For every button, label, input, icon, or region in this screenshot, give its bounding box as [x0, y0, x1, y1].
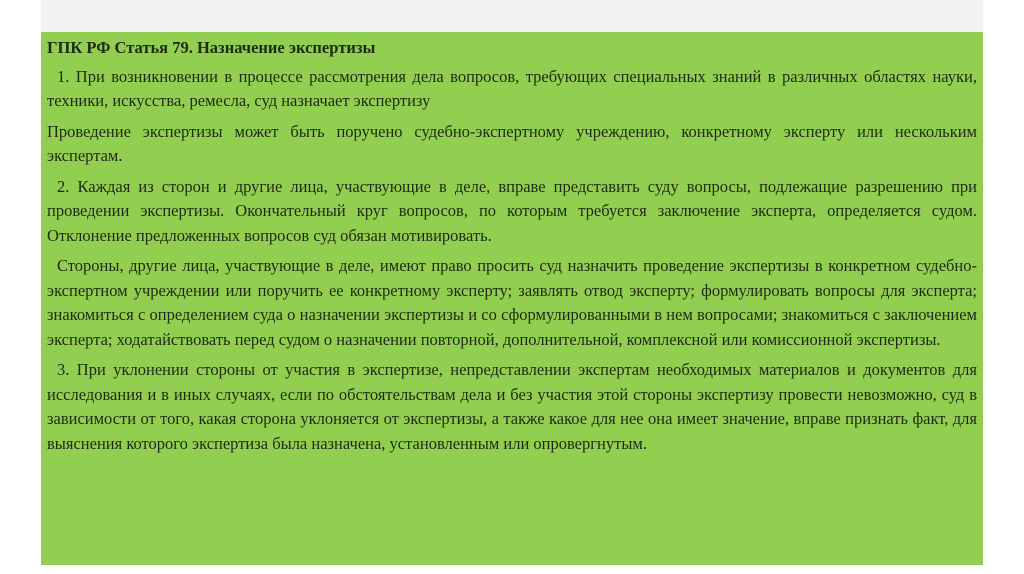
content-panel: [41, 32, 983, 565]
article-title: ГПК РФ Статья 79. Назначение экспертизы: [47, 38, 376, 57]
paragraph-5: 3. При уклонении стороны от участия в экспертизе, непредставлении экспертам необходимых материалов и документов для исследования и в иных случаях, если по обстоятельствам дела и без участия этой стороны экспертизу провести невозможно, суд в зависимости от того, какая сторона уклоняется от экспертизы, а также какое для нее она имеет значение, вправе признать факт, для выяснения которого экспертиза была назначена, установленным или опровергнутым.: [47, 360, 977, 453]
paragraph-2: Проведение экспертизы может быть поручено судебно-экспертному учреждению, конкретному эксперту или нескольким экспертам.: [47, 121, 977, 165]
paragraph-1: 1. При возникновении в процессе рассмотрения дела вопросов, требующих специальных знаний в различных областях науки, техники, искусства, ремесла, суд назначает экспертизу: [47, 66, 977, 110]
paragraph-3: 2. Каждая из сторон и другие лица, участвующие в деле, вправе представить суду вопросы, подлежащие разрешению при проведении экспертизы. Окончательный круг вопросов, по которым требуется заключение эксперта, определяется судом. Отклонение предложенных вопросов суд обязан мотивировать.: [47, 176, 977, 245]
paragraph-4: Стороны, другие лица, участвующие в деле, имеют право просить суд назначить проведение экспертизы в конкретном судебно-экспертном учреждении или поручить ее конкретному эксперту; заявлять отвод эксперту; формулировать вопросы для эксперта; знакомиться с определением суда о назначении экспертизы и со сформулированными в нем вопросами; знакомиться с заключением эксперта; ходатайствовать перед судом о назначении повторной, дополнительной, комплексной или комиссионной экспертизы.: [47, 256, 977, 349]
top-strip: [41, 0, 983, 32]
